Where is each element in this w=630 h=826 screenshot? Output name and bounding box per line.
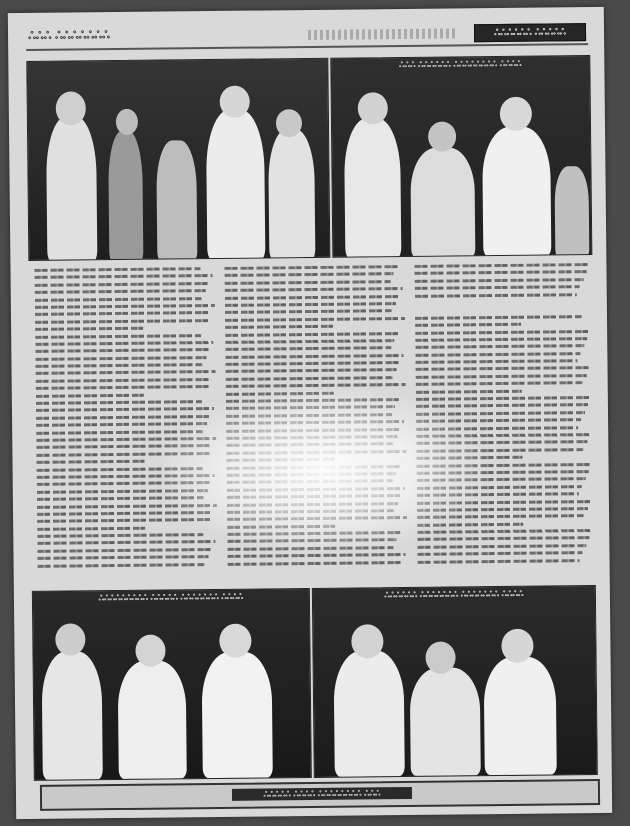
text-line	[416, 411, 585, 416]
page-header-title: ஃஃஃ ஃஃஃஃஃஃஃ	[27, 30, 111, 42]
text-line	[416, 374, 587, 379]
text-line	[226, 443, 393, 448]
footer-label: ஃஃஃஃஃ ஃஃஃஃ ஃஃஃஃஃஃஃஃ ஃஃஃ	[232, 787, 412, 801]
text-line	[417, 529, 593, 534]
text-line	[415, 270, 587, 275]
text-line	[227, 516, 407, 521]
text-line	[416, 389, 522, 393]
text-line	[226, 369, 397, 374]
text-line	[418, 559, 580, 564]
text-line	[227, 472, 396, 477]
text-line	[36, 385, 209, 390]
page-header-dateline	[308, 28, 458, 40]
text-line	[37, 474, 215, 479]
text-line	[416, 448, 583, 453]
text-line	[37, 526, 145, 530]
text-line	[35, 319, 208, 324]
text-line	[36, 437, 216, 442]
text-line	[226, 420, 404, 425]
header-rule	[26, 43, 588, 51]
text-line	[35, 356, 206, 361]
text-line	[36, 400, 202, 405]
text-line	[36, 430, 203, 435]
text-line	[226, 398, 399, 403]
text-line	[37, 503, 217, 508]
text-line	[226, 391, 334, 395]
text-line	[36, 452, 209, 457]
text-line	[225, 317, 405, 322]
text-line	[35, 274, 213, 279]
text-line	[227, 494, 402, 499]
text-line	[227, 479, 393, 484]
text-line	[225, 339, 394, 344]
text-line	[417, 544, 586, 549]
text-line	[227, 553, 405, 558]
article-column-2	[224, 265, 407, 577]
text-line	[415, 278, 584, 283]
page-header-badge: ஃஃஃஃஃஃ ஃஃஃஃஃ	[474, 23, 586, 42]
photo-top-left	[26, 58, 330, 261]
text-line	[37, 540, 215, 545]
text-line	[35, 282, 210, 287]
text-line	[415, 293, 577, 298]
text-line	[38, 563, 205, 568]
text-line	[226, 383, 406, 388]
text-line	[225, 332, 398, 337]
text-line	[417, 470, 589, 475]
text-line	[416, 440, 587, 445]
text-line	[417, 500, 591, 505]
text-line	[37, 481, 212, 486]
text-line	[415, 323, 521, 327]
text-line	[225, 295, 400, 300]
photo-bottom-right	[312, 585, 598, 778]
text-line	[225, 361, 400, 366]
text-line	[35, 311, 211, 316]
newspaper-page	[8, 7, 612, 819]
text-line	[417, 507, 588, 512]
text-line	[227, 531, 400, 536]
text-line	[417, 522, 523, 526]
text-line	[227, 509, 394, 514]
text-line	[36, 415, 211, 420]
text-line	[226, 458, 334, 462]
text-line	[36, 370, 216, 375]
text-line	[415, 352, 580, 357]
text-line	[37, 533, 203, 538]
text-line	[416, 404, 588, 409]
text-line	[416, 367, 590, 372]
photo-caption	[35, 62, 319, 77]
text-line	[35, 327, 143, 331]
photo-caption: ஃஃஃஃஃஃஃஃஃ ஃஃஃஃஃ ஃஃஃஃஃஃஃ ஃஃஃஃ	[98, 592, 244, 603]
text-line	[35, 363, 202, 368]
text-line	[225, 302, 396, 307]
footer-bar	[40, 779, 600, 811]
photo-caption: ஃஃஃஃஃஃ ஃஃஃஃஃஃஃ ஃஃஃஃஃஃஃ ஃஃஃஃ	[384, 589, 524, 600]
text-line	[35, 341, 213, 346]
text-line	[35, 304, 215, 309]
article-column-1	[34, 267, 217, 579]
text-line	[416, 456, 522, 460]
text-line	[37, 467, 203, 472]
text-line	[417, 492, 579, 497]
text-line	[227, 546, 393, 551]
text-line	[415, 359, 577, 364]
text-line	[417, 537, 589, 542]
text-line	[415, 344, 584, 349]
text-line	[226, 406, 395, 411]
text-line	[228, 561, 403, 566]
text-line	[224, 265, 397, 270]
text-line	[35, 348, 210, 353]
text-line	[36, 422, 207, 427]
text-line	[36, 407, 214, 412]
text-line	[34, 267, 200, 272]
article-column-3	[414, 263, 593, 575]
text-line	[226, 435, 397, 440]
text-line	[227, 539, 396, 544]
text-line	[226, 413, 392, 418]
photo-caption: ஃஃஃ ஃஃஃஃஃஃ ஃஃஃஃஃஃஃஃ ஃஃஃஃ	[399, 59, 522, 70]
text-line	[414, 263, 590, 268]
text-line	[226, 376, 393, 381]
text-line	[36, 444, 212, 449]
text-line	[37, 496, 204, 501]
text-line	[35, 297, 202, 302]
text-line	[226, 428, 401, 433]
text-line	[225, 354, 403, 359]
text-line	[36, 378, 212, 383]
text-line	[225, 287, 403, 292]
text-line	[225, 325, 333, 329]
text-line	[227, 487, 405, 492]
text-line	[37, 555, 208, 560]
photo-bottom-left	[32, 588, 312, 781]
text-line	[37, 518, 210, 523]
text-line	[36, 460, 144, 464]
text-line	[417, 477, 586, 482]
text-line	[35, 289, 206, 294]
photo-top-right	[330, 55, 592, 258]
text-line	[37, 489, 208, 494]
text-line	[35, 334, 201, 339]
text-line	[415, 337, 587, 342]
text-line	[417, 485, 582, 490]
text-line	[417, 551, 582, 556]
text-line	[416, 396, 592, 401]
text-line	[225, 273, 394, 278]
text-line	[227, 465, 400, 470]
text-line	[415, 285, 580, 290]
text-line	[37, 548, 212, 553]
text-line	[417, 514, 584, 519]
text-line	[416, 418, 581, 423]
text-line	[225, 346, 391, 351]
text-line	[37, 511, 213, 516]
text-line	[416, 381, 583, 386]
text-line	[227, 502, 398, 507]
text-line	[415, 330, 591, 335]
text-line	[227, 524, 335, 528]
text-line	[415, 315, 582, 320]
text-line	[36, 393, 144, 397]
text-line	[417, 463, 593, 468]
text-line	[225, 280, 391, 285]
text-line	[416, 426, 578, 431]
text-line	[225, 309, 392, 314]
text-line	[226, 450, 406, 455]
text-line	[416, 433, 590, 438]
